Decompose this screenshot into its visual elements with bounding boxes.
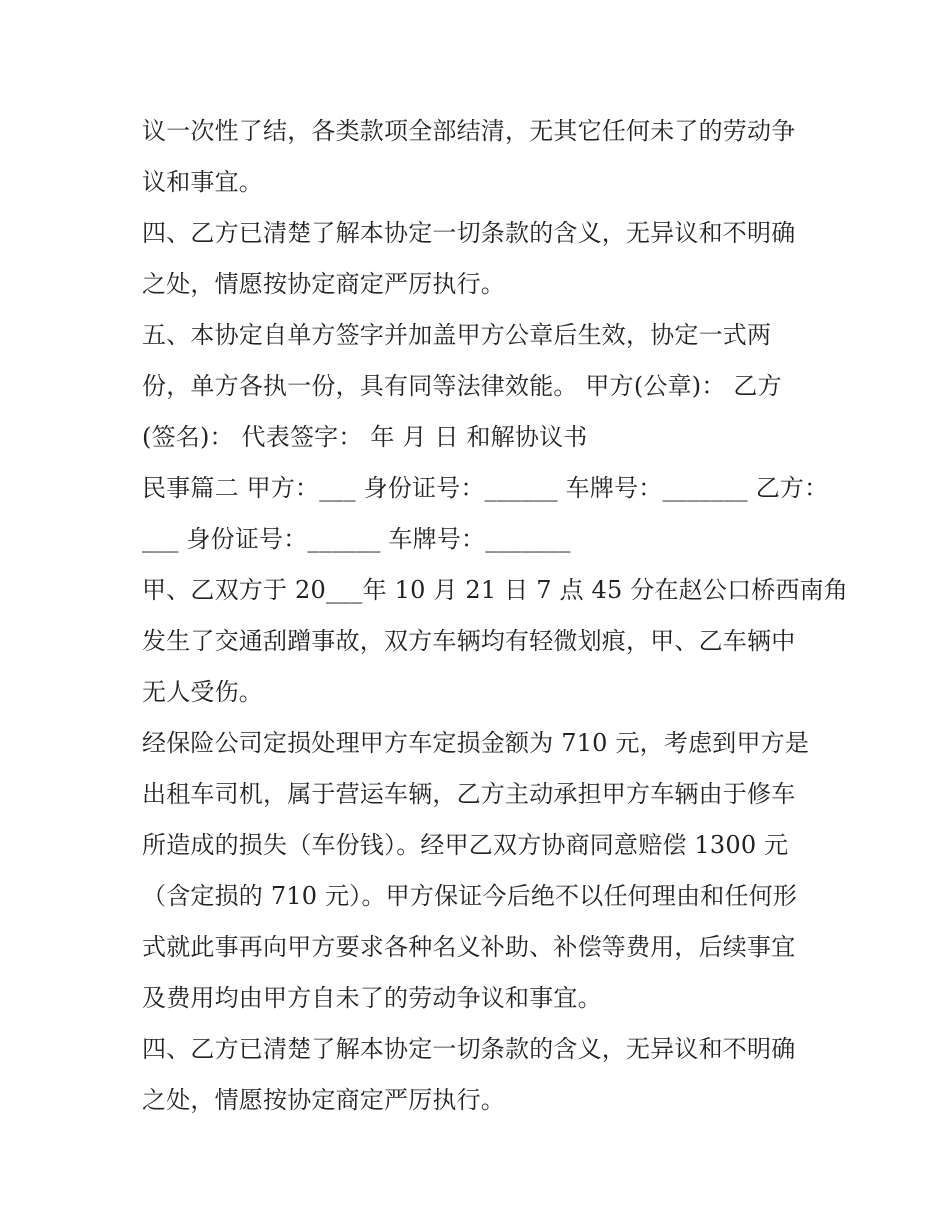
text-line-2: 议和事宜。 (142, 168, 263, 196)
text-line-1: 议一次性了结，各类款项全部结清，无其它任何未了的劳动争 (142, 117, 796, 145)
text-line-9: ___ 身份证号：______ 车牌号：_______ (142, 525, 571, 553)
text-line-14: 出租车司机，属于营运车辆，乙方主动承担甲方车辆由于修车 (142, 780, 796, 808)
text-line-5: 五、本协定自单方签字并加盖甲方公章后生效，协定一式两 (142, 321, 772, 349)
text-line-19: 四、乙方已清楚了解本协定一切条款的含义，无异议和不明确 (142, 1035, 796, 1063)
text-line-13: 经保险公司定损处理甲方车定损金额为 710 元，考虑到甲方是 (142, 729, 810, 757)
text-line-11: 发生了交通刮蹭事故，双方车辆均有轻微划痕，甲、乙车辆中 (142, 627, 796, 655)
text-line-17: 式就此事再向甲方要求各种名义补助、补偿等费用，后续事宜 (142, 933, 796, 961)
text-line-7: (签名)： 代表签字： 年 月 日 和解协议书 (142, 423, 588, 451)
text-line-8: 民事篇二 甲方：___ 身份证号：______ 车牌号：_______ 乙方： (142, 474, 829, 502)
text-line-4: 之处，情愿按协定商定严厉执行。 (142, 270, 505, 298)
text-line-20: 之处，情愿按协定商定严厉执行。 (142, 1086, 505, 1114)
text-line-6: 份，单方各执一份，具有同等法律效能。 甲方(公章)： 乙方 (142, 372, 782, 400)
text-line-3: 四、乙方已清楚了解本协定一切条款的含义，无异议和不明确 (142, 219, 796, 247)
text-line-10: 甲、乙双方于 20___年 10 月 21 日 7 点 45 分在赵公口桥西南角 (142, 576, 849, 604)
text-line-18: 及费用均由甲方自未了的劳动争议和事宜。 (142, 984, 602, 1012)
text-line-16: （含定损的 710 元）。甲方保证今后绝不以任何理由和任何形 (142, 882, 798, 910)
document-body (142, 106, 849, 1126)
text-line-15: 所造成的损失（车份钱）。经甲乙双方协商同意赔偿 1300 元 (142, 831, 789, 859)
text-line-12: 无人受伤。 (142, 678, 263, 706)
